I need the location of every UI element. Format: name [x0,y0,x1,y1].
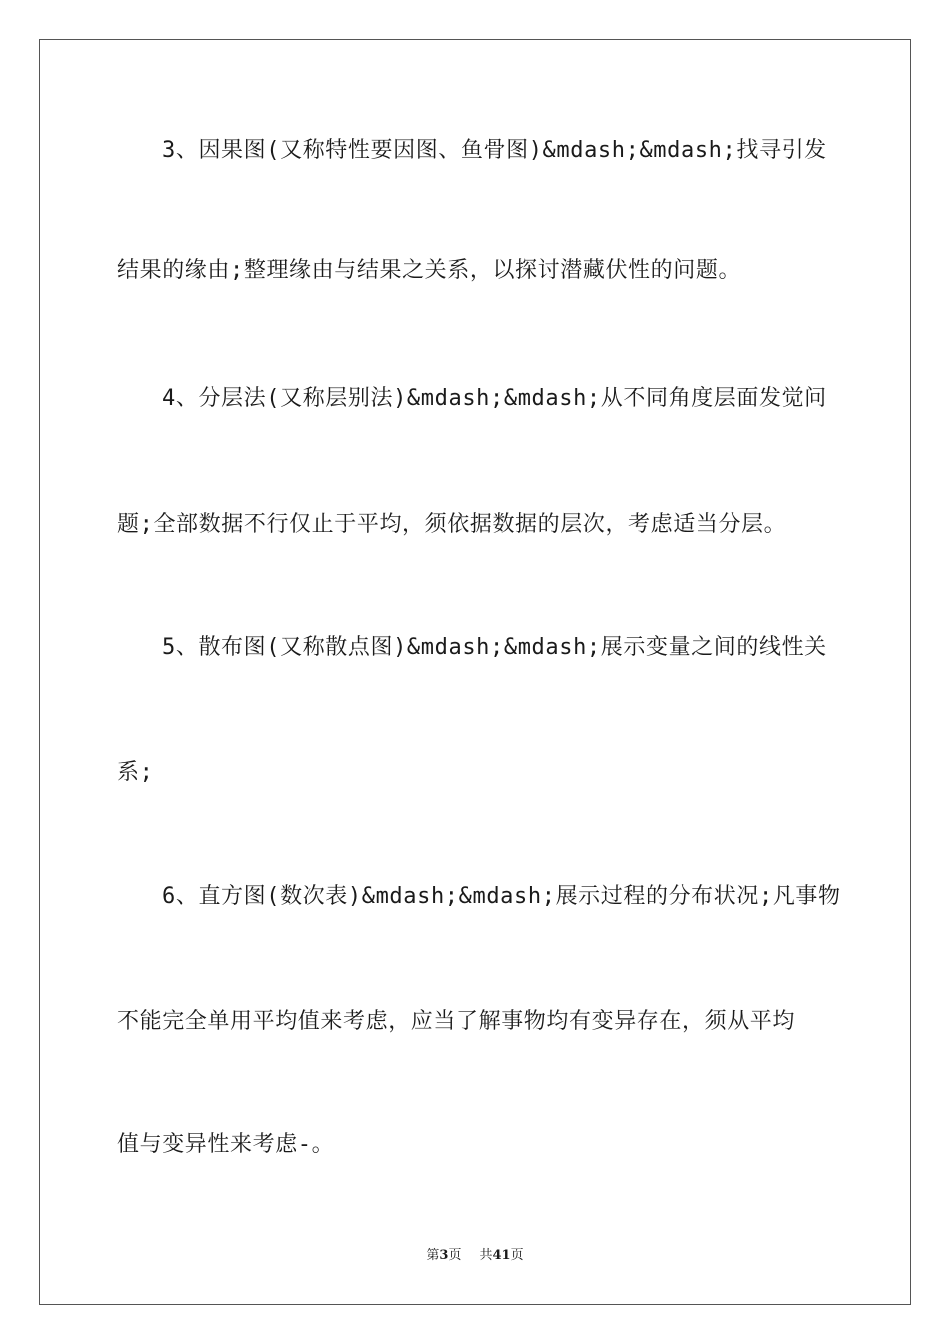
footer-page-suffix: 页 [448,1248,462,1263]
paragraph-6-line-1: 6、直方图(数次表)&mdash;&mdash;展示过程的分布状况;凡事物 [162,884,841,909]
paragraph-6-line-2: 不能完全单用平均值来考虑，应当了解事物均有变异存在，须从平均 [117,1009,796,1034]
paragraph-4-line-2: 题;全部数据不行仅止于平均，须依据数据的层次，考虑适当分层。 [117,512,787,537]
paragraph-4-line-1: 4、分层法(又称层别法)&mdash;&mdash;从不同角度层面发觉问 [162,386,827,411]
paragraph-3-line-2: 结果的缘由;整理缘由与结果之关系，以探讨潜藏伏性的问题。 [117,258,742,283]
paragraph-3-line-1: 3、因果图(又称特性要因图、鱼骨图)&mdash;&mdash;找寻引发 [162,138,827,163]
footer-page-number: 3 [439,1248,449,1263]
page-footer [0,1247,950,1265]
footer-page-prefix: 第 [426,1248,440,1263]
footer-total-suffix: 页 [510,1248,524,1263]
paragraph-6-line-3: 值与变异性来考虑-。 [117,1132,335,1157]
footer-total-prefix: 共 [479,1248,493,1263]
paragraph-5-line-2: 系; [117,760,154,785]
paragraph-5-line-1: 5、散布图(又称散点图)&mdash;&mdash;展示变量之间的线性关 [162,635,827,660]
footer-total-pages: 41 [492,1248,511,1263]
page-border [39,39,911,1305]
